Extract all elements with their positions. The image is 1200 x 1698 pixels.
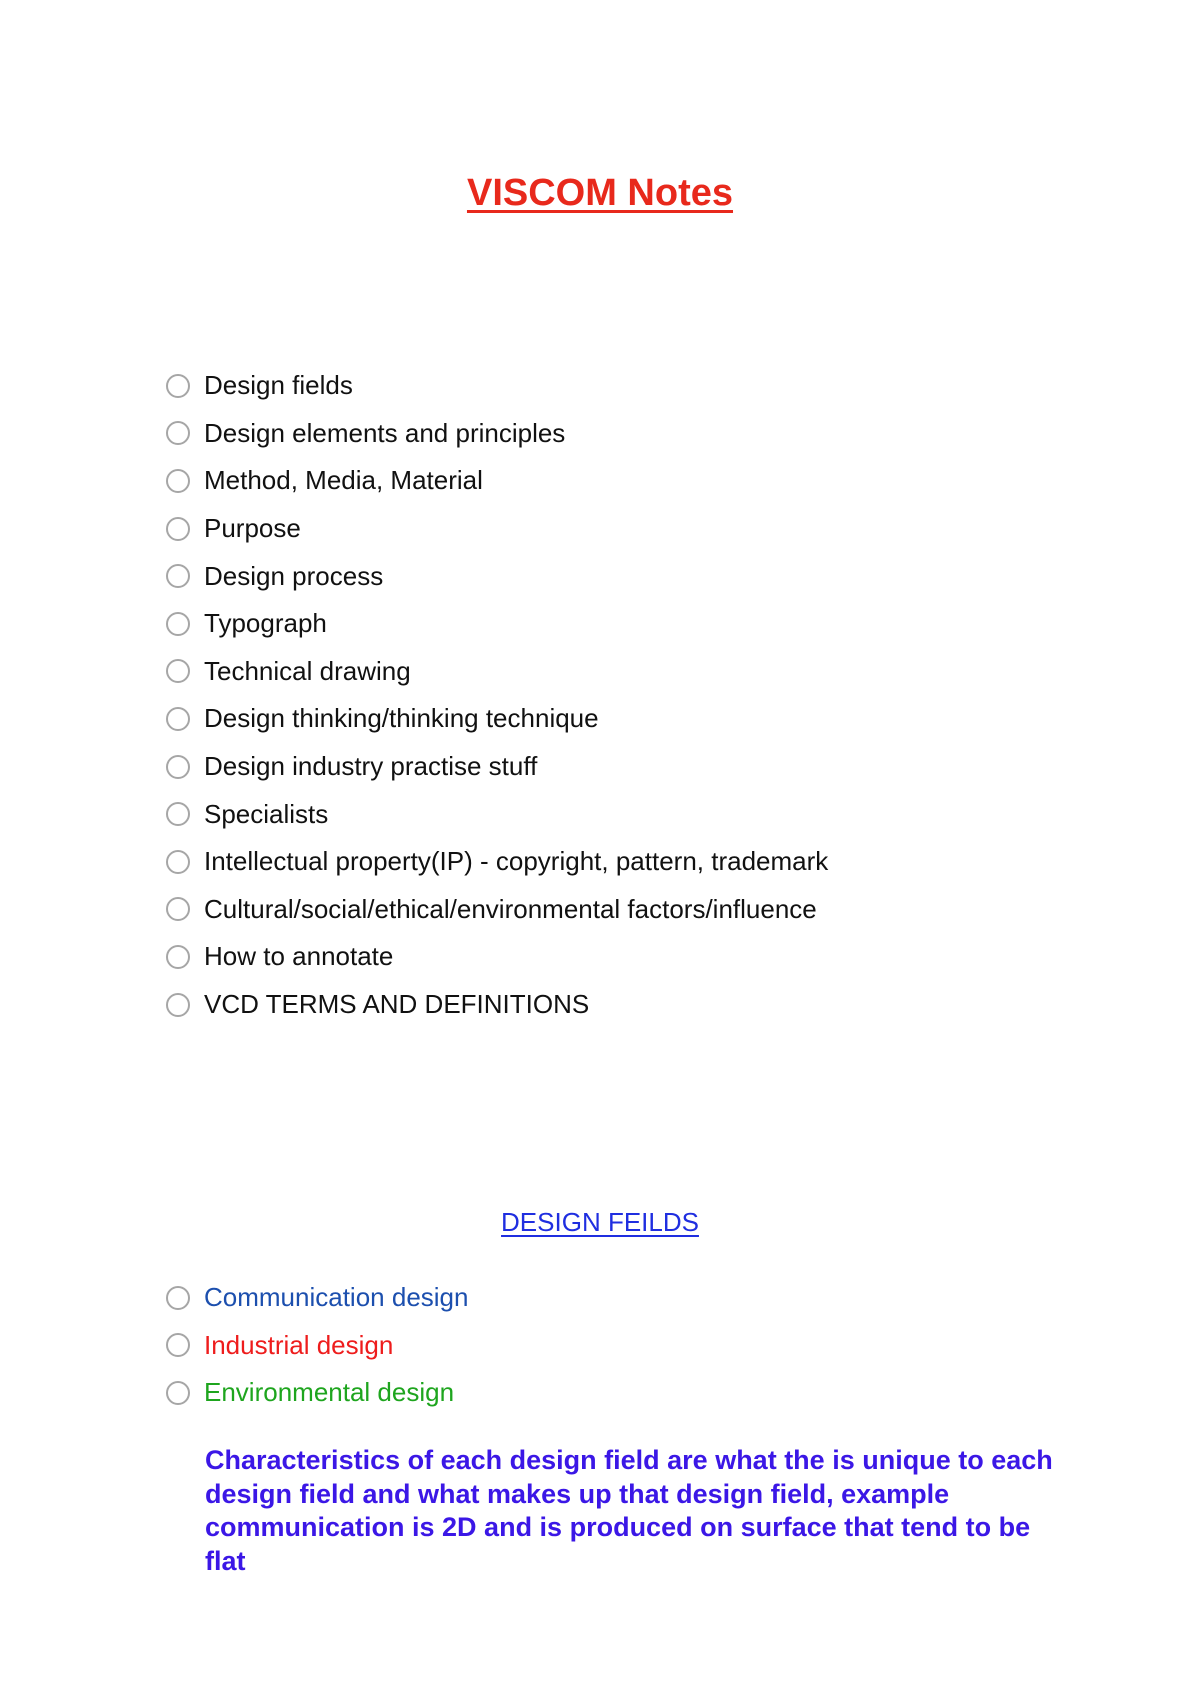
checklist-item [166,838,828,886]
checklist-item-label: Typograph [204,608,327,639]
checkbox-circle[interactable] [166,469,190,493]
checklist-item-label: Communication design [204,1282,469,1313]
checkbox-circle[interactable] [166,1381,190,1405]
checklist-item [166,505,828,553]
checklist-item [166,695,828,743]
checklist-item-label: Purpose [204,513,301,544]
checkbox-circle[interactable] [166,517,190,541]
checklist-item-industrial [166,1322,468,1370]
checklist-item [166,933,828,981]
checkbox-circle[interactable] [166,1286,190,1310]
checkbox-circle[interactable] [166,755,190,779]
checkbox-circle[interactable] [166,659,190,683]
checklist-item-label: Method, Media, Material [204,465,483,496]
design-fields-heading-text: DESIGN FEILDS [501,1207,699,1237]
checkbox-circle[interactable] [166,945,190,969]
checklist-item-label: Design elements and principles [204,417,566,448]
checkbox-circle[interactable] [166,897,190,921]
checklist-item [166,648,828,696]
checklist-item-label: Industrial design [204,1329,394,1360]
checklist-item [166,410,828,458]
checklist-item-label: Specialists [204,798,329,829]
checkbox-circle[interactable] [166,1333,190,1357]
checklist-item [166,552,828,600]
checklist-item-label: Design process [204,560,384,591]
checklist-item [166,362,828,410]
checklist-item-label: Environmental design [204,1377,455,1408]
checkbox-circle[interactable] [166,850,190,874]
checklist-item [166,790,828,838]
checklist-item-label: Design fields [204,370,353,401]
checklist-item-environmental [166,1369,468,1417]
checkbox-circle[interactable] [166,707,190,731]
checklist-item-label: Intellectual property(IP) - copyright, pattern, trademark [204,846,829,877]
checkbox-circle[interactable] [166,374,190,398]
page-title-text: VISCOM Notes [466,172,734,214]
checklist-item-label: Technical drawing [204,655,411,686]
page-title [0,172,1200,215]
checkbox-circle[interactable] [166,993,190,1017]
checklist-item [166,743,828,791]
checklist-item [166,457,828,505]
checklist-item-label: How to annotate [204,941,394,972]
checklist-item [166,600,828,648]
topics-checklist [166,362,828,1028]
checklist-item [166,886,828,934]
checkbox-circle[interactable] [166,802,190,826]
checklist-item-label: Design thinking/thinking technique [204,703,599,734]
checklist-item-label: Design industry practise stuff [204,751,538,782]
checklist-item-communication [166,1274,468,1322]
checkbox-circle[interactable] [166,564,190,588]
checklist-item-label: Cultural/social/ethical/environmental factors/influence [204,893,817,924]
checkbox-circle[interactable] [166,612,190,636]
checklist-item [166,981,828,1029]
design-fields-checklist [166,1274,468,1417]
checklist-item-label: VCD TERMS AND DEFINITIONS [204,989,590,1020]
design-fields-heading [0,1207,1200,1238]
checkbox-circle[interactable] [166,421,190,445]
design-fields-note: Characteristics of each design field are what the is unique to each design field and what makes up that design field, example communication is 2D and is produced on surface that tend to be flat [205,1445,1053,1576]
